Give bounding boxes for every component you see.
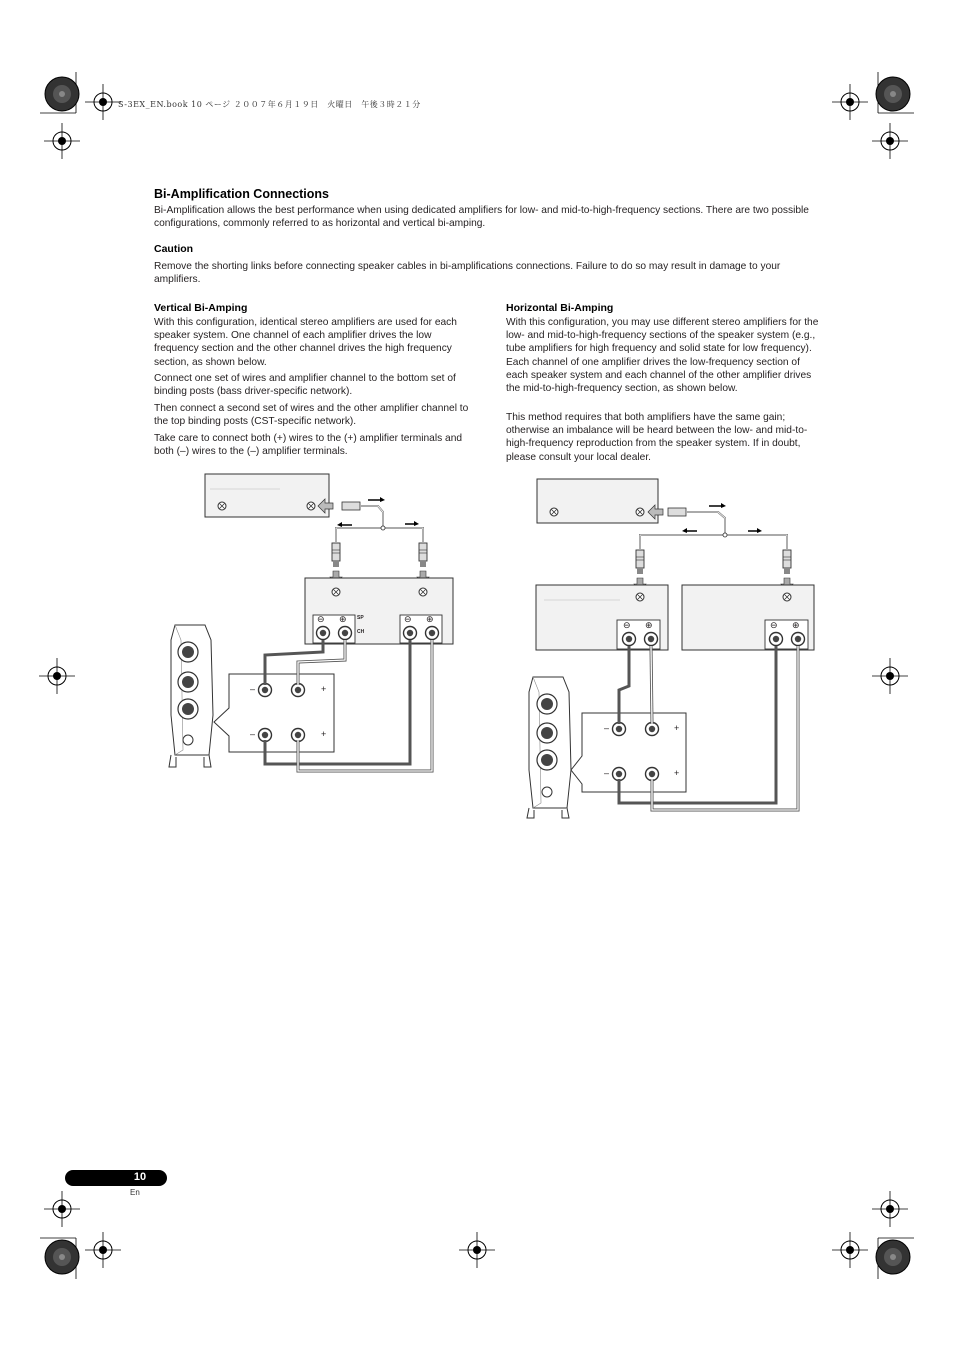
- terminal-minus-label: –: [604, 768, 610, 778]
- vertical-paragraph-1: With this configuration, identical stereo amplifiers are used for each speaker system. One channel of each amplifier drives the low frequency section and the other channel drives the high frequency section, as shown below.: [154, 317, 457, 368]
- vertical-paragraph-2: Connect one set of wires and amplifier channel to the bottom set of binding posts (bass driver-specific network).: [154, 373, 456, 398]
- terminal-minus-label: –: [250, 729, 256, 739]
- amp-minus-symbol: ⊖: [623, 620, 631, 630]
- terminal-plus-label: +: [674, 768, 680, 778]
- caution-heading: Caution: [154, 243, 194, 255]
- registration-mark-icon: [459, 1232, 495, 1268]
- amp-plus-symbol: ⊕: [339, 614, 347, 624]
- amp-sp-label: SP: [357, 615, 364, 621]
- vertical-paragraph-4: Take care to connect both (+) wires to the (+) amplifier terminals and both (–) wires to the (–) amplifier terminals.: [154, 433, 463, 458]
- registration-star-icon: [876, 1240, 910, 1274]
- amp-plus-symbol: ⊕: [792, 620, 800, 630]
- terminal-minus-label: –: [604, 723, 610, 733]
- registration-mark-icon: [44, 123, 80, 159]
- registration-mark-icon: [832, 84, 868, 120]
- amp-plus-symbol: ⊕: [426, 614, 434, 624]
- caution-paragraph: Remove the shorting links before connecting speaker cables in bi-amplifications connections. Failure to do so may result in damage to your amplifiers.: [154, 261, 781, 286]
- amp-minus-symbol: ⊖: [317, 614, 325, 624]
- registration-star-icon: [876, 77, 910, 111]
- print-header-line: S-3EX_EN.book 10 ページ ２００７年６月１９日 火曜日 午後３時２１分: [118, 100, 421, 109]
- registration-star-icon: [45, 77, 79, 111]
- amp-minus-symbol: ⊖: [404, 614, 412, 624]
- registration-mark-icon: [872, 658, 908, 694]
- horizontal-paragraph-1: With this configuration, you may use different stereo amplifiers for the low- and mid-to-high-frequency sections of the speaker system (e.g., tube amplifiers for high frequency and solid state for low frequency). Each channel of one amplifier drives the low-frequency section of each speaker system and each channel of the other amplifier drives the mid-to-high-frequency section, as shown below.: [506, 317, 819, 395]
- section-title: Bi-Amplification Connections: [154, 187, 329, 201]
- registration-mark-icon: [832, 1232, 868, 1268]
- registration-mark-icon: [872, 1191, 908, 1227]
- horizontal-paragraph-2: This method requires that both amplifiers have the same gain; otherwise an imbalance will be heard between the low- and mid-to-high-frequency reproduction from the speaker system. If in doubt, please consult your local dealer.: [506, 412, 808, 463]
- terminal-minus-label: –: [250, 684, 256, 694]
- terminal-plus-label: +: [321, 729, 327, 739]
- horizontal-biamp-heading: Horizontal Bi-Amping: [506, 302, 614, 314]
- amp-plus-symbol: ⊕: [645, 620, 653, 630]
- registration-mark-icon: [39, 658, 75, 694]
- page-language: En: [130, 1188, 140, 1197]
- vertical-biamp-heading: Vertical Bi-Amping: [154, 302, 248, 314]
- registration-mark-icon: [85, 84, 121, 120]
- vertical-paragraph-3: Then connect a second set of wires and the other amplifier channel to the top binding posts (CST-specific network).: [154, 403, 469, 428]
- horizontal-biamp-diagram: [527, 479, 814, 818]
- intro-paragraph: Bi-Amplification allows the best performance when using dedicated amplifiers for low- and mid-to-high-frequency sections. There are two possible configurations, commonly referred to as horizontal and vertical bi-amping.: [154, 205, 809, 230]
- registration-mark-icon: [44, 1191, 80, 1227]
- registration-star-icon: [45, 1240, 79, 1274]
- amp-ch-label: CH: [357, 629, 365, 635]
- registration-mark-icon: [85, 1232, 121, 1268]
- registration-mark-icon: [872, 123, 908, 159]
- terminal-plus-label: +: [321, 684, 327, 694]
- terminal-plus-label: +: [674, 723, 680, 733]
- page-number: 10: [133, 1171, 147, 1183]
- amp-minus-symbol: ⊖: [770, 620, 778, 630]
